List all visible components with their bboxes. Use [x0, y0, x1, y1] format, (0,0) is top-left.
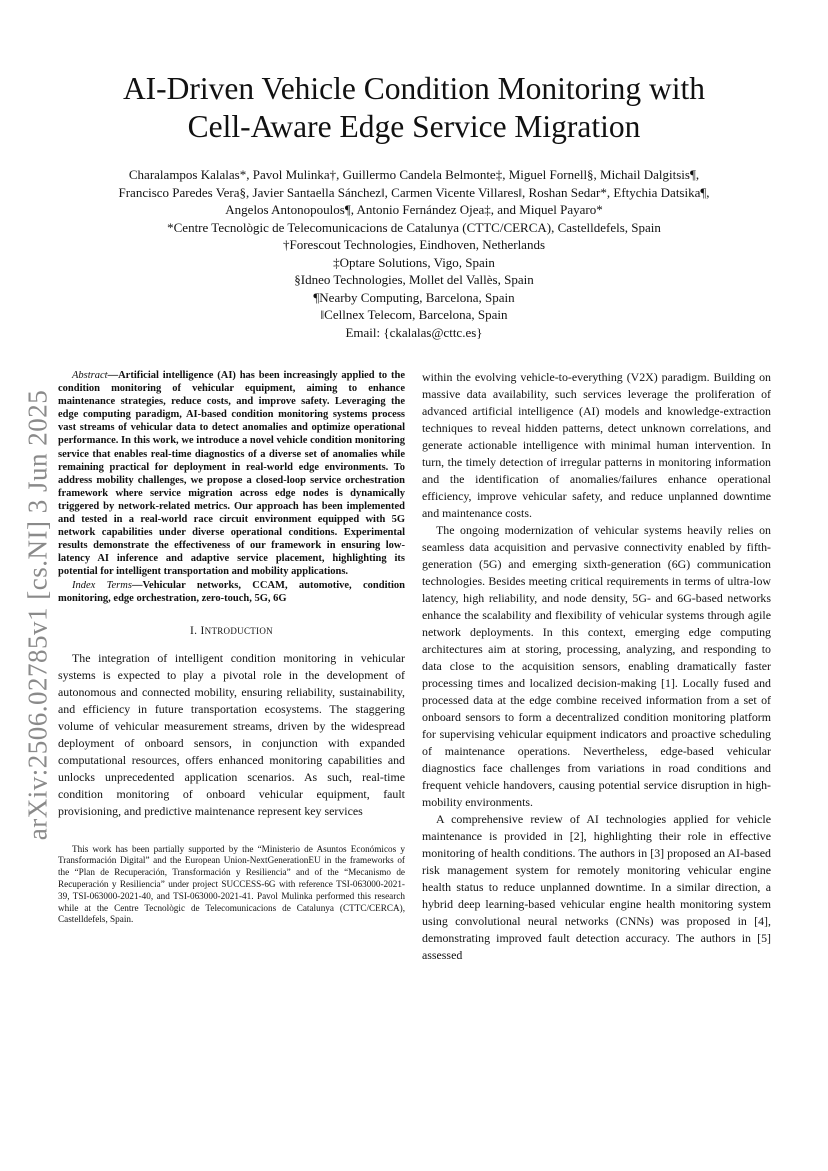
author-line-2: Francisco Paredes Vera§, Javier Santaella Sánchez‖, Carmen Vicente Villares‖, Roshan Sedar*, Eftychia Datsika¶,: [118, 184, 710, 200]
affiliation-cellnex: ‖Cellnex Telecom, Barcelona, Spain: [320, 307, 508, 322]
affiliation-forescout: †Forescout Technologies, Eindhoven, Netherlands: [282, 237, 546, 252]
affiliation-optare: ‡Optare Solutions, Vigo, Spain: [333, 254, 495, 270]
funding-footnote: This work has been partially supported by the “Ministerio de Asuntos Económicos y Transformación Digital” and the European Union-NextGenerationEU in the frameworks of the “Plan de Recuperación, Transformación y Resiliencia” and of the “Mecanismo de Recuperación y Resiliencia” under project SUCCESS-6G with reference TSI-063000-2021-39, TSI-063000-2021-40, and TSI-063000-2021-41. Pavol Mulinka performed this research while at the Centre Tecnològic de Telecomunicacions de Catalunya (CTTC/CERCA), Castelldefels, Spain.: [58, 843, 405, 925]
affiliation-cttc: *Centre Tecnològic de Telecomunicacions de Catalunya (CTTC/CERCA), Castelldefels, Spain: [167, 219, 661, 235]
right-column: [422, 369, 771, 964]
paper-title: [60, 70, 768, 146]
author-block: [58, 166, 770, 341]
arxiv-identifier: arXiv:2506.02785v1 [cs.NI] 3 Jun 2025: [22, 389, 53, 841]
author-line-3: Angelos Antonopoulos¶, Antonio Fernández Ojea‡, and Miquel Payaro*: [225, 202, 603, 217]
section-heading-introduction: [58, 623, 405, 640]
abstract: [58, 369, 405, 579]
intro-paragraph-1: The integration of intelligent condition monitoring in vehicular systems is expected to play a pivotal role in the development of autonomous and connected mobility, ensuring reliability, sustainability, and efficiency in future transportation ecosystems. The staggering volume of vehicular measurement streams, driven by the widespread deployment of onboard sensors, in conjunction with expanded computational resources, offers enhanced monitoring capabilities and unlocks unprecedented application scenarios. As such, real-time condition monitoring of onboard vehicular equipment, fault provisioning, and predictive maintenance represent key services: [58, 650, 405, 818]
contact-email: Email: {ckalalas@cttc.es}: [345, 324, 483, 340]
arxiv-sidebar-stamp: [12, 385, 64, 845]
abstract-label: Abstract: [72, 370, 108, 381]
affiliation-idneo: §Idneo Technologies, Mollet del Vallès, Spain: [294, 272, 534, 287]
right-paragraph-1: within the evolving vehicle-to-everything (V2X) paradigm. Building on massive data availability, such services leverage the proliferation of advanced artificial intelligence (AI) models and knowledge-extraction techniques to reveal hidden patterns, detect unknown correlations, and generate actionable intelligence with minimal human intervention. In turn, the timely detection of irregular patterns in monitoring information and the identification of anomalies/failures enhance operational efficiency, improve vehicular safety, and reduce unplanned downtime and maintenance costs.: [422, 370, 771, 520]
abstract-text: —Artificial intelligence (AI) has been increasingly applied to the condition monitoring of vehicular equipment, aiming to enhance maintenance strategies, reduce costs, and improve safety. Leveraging the edge computing paradigm, AI-based condition monitoring systems process vast streams of vehicular data to detect anomalies and optimize operational performance. In this work, we introduce a novel vehicle condition monitoring service that enables real-time diagnostics of a diverse set of anomalies while remaining practical for deployment in real-world edge environments. To address mobility challenges, we propose a closed-loop service orchestration framework where service migration across edge nodes is dynamically triggered by network-related metrics. Our approach has been implemented and tested in a real-world race circuit environment equipped with 5G network capabilities under diverse operational conditions. Experimental results demonstrate the effectiveness of our framework in ensuring low-latency AI inference and adaptive service placement, highlighting its potential for intelligent transportation and mobility applications.: [58, 370, 405, 578]
index-terms-text: —Vehicular networks, CCAM, automotive, condition monitoring, edge orchestration, zero-touch, 5G, 6G: [58, 579, 406, 604]
section-title-initial: I: [200, 624, 205, 637]
right-paragraph-3: A comprehensive review of AI technologies applied for vehicle maintenance is provided in [2], highlighting their role in effective monitoring of health conditions. The authors in [3] proposed an AI-based risk management system for remotely monitoring vehicular engine health status to reduce unplanned downtime. In a similar direction, a hybrid deep learning-based vehicular engine health monitoring system using convolutional neural networks (CNNs) was proposed in [4], demonstrating improved fault detection accuracy. The authors in [5] assessed: [422, 812, 771, 962]
title-line-1: AI-Driven Vehicle Condition Monitoring with: [122, 71, 706, 106]
affiliation-nearby: ¶Nearby Computing, Barcelona, Spain: [313, 289, 515, 305]
right-paragraph-2: The ongoing modernization of vehicular systems heavily relies on seamless data acquisition and pervasive connectivity enabled by fifth-generation (5G) and emerging sixth-generation (6G) communication technologies. Besides meeting critical requirements in terms of ultra-low latency, high reliability, and node density, 5G- and 6G-based networks enhance the scalability and flexibility of vehicular systems through agile network deployments. In this context, emerging edge computing architectures aim at storing, processing, analyzing, and responding to data close to the acquisition sensors, enabling dramatically faster processing times and localized decision-making [1]. Locally fused and processed data at the edge combine received information from a set of onboard sensors to form a decentralized condition monitoring platform for supervising vehicular equipment indicators and proactive scheduling of maintenance operations. Nevertheless, edge-based vehicular diagnostics face challenges from variations in road conditions and frequent vehicle handovers, causing potential service disruption in high-mobility environments.: [422, 523, 771, 809]
index-terms: [58, 579, 405, 605]
section-title-rest: NTRODUCTION: [204, 625, 273, 636]
index-terms-label: Index Terms: [72, 579, 132, 591]
title-line-2: Cell-Aware Edge Service Migration: [187, 109, 641, 144]
left-column: [58, 369, 405, 926]
section-numeral: I.: [190, 624, 201, 637]
author-line-1: Charalampos Kalalas*, Pavol Mulinka†, Guillermo Candela Belmonte‡, Miguel Fornell§, Michail Dalgitsis¶,: [128, 167, 700, 182]
